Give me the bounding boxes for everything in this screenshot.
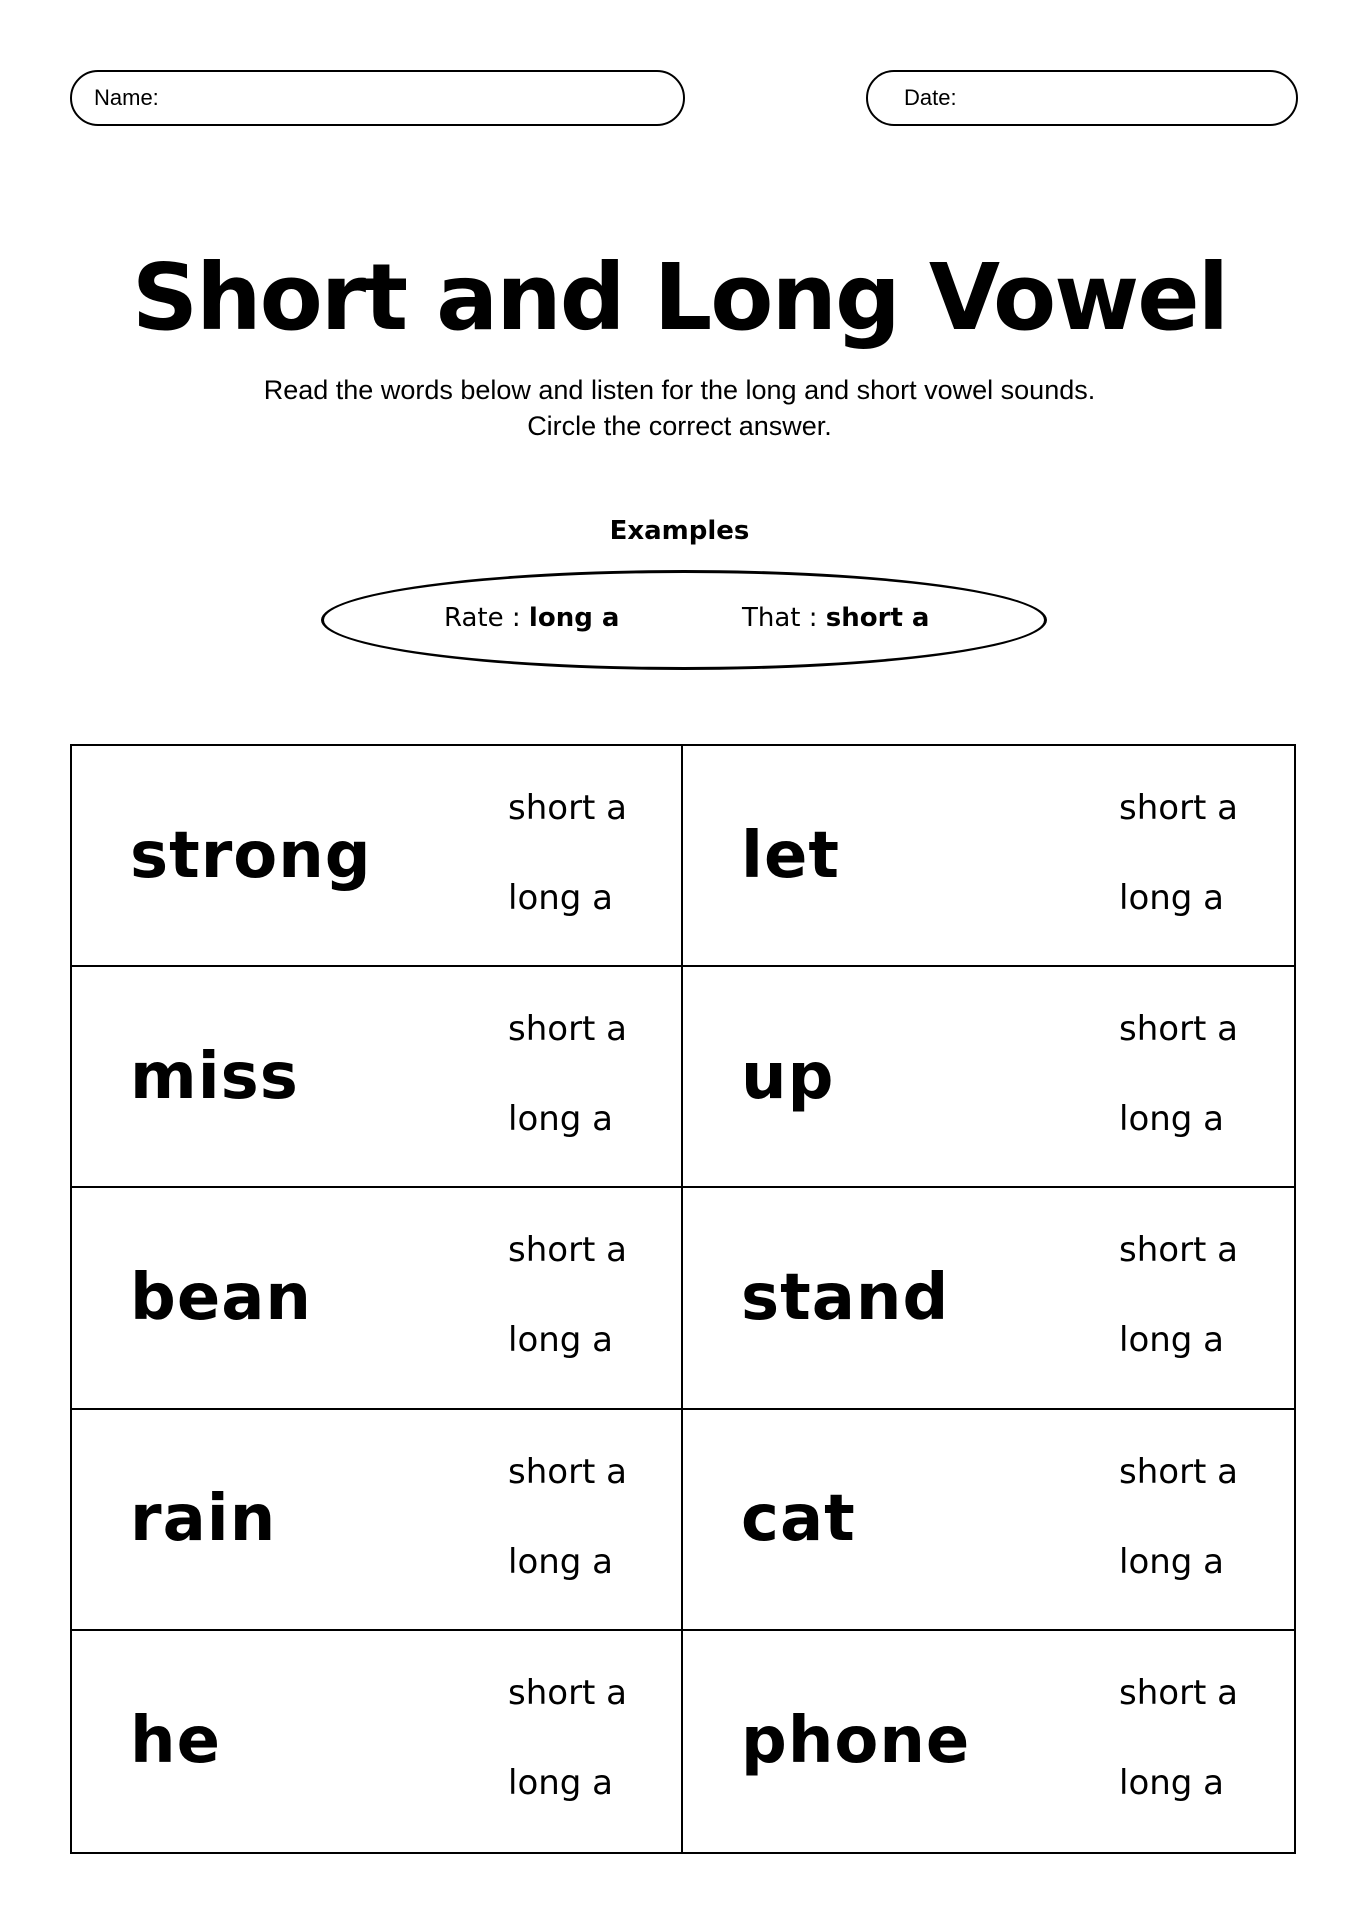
example-answer: long a	[528, 603, 620, 633]
long-a-option[interactable]: long a	[508, 878, 614, 918]
short-a-option[interactable]: short a	[508, 1230, 628, 1271]
example-answer: short a	[825, 603, 930, 633]
word-cell	[683, 967, 1294, 1188]
short-a-option[interactable]: short a	[508, 1451, 628, 1492]
word-cell	[72, 746, 683, 967]
short-a-option[interactable]: short a	[508, 1672, 628, 1713]
page-title: Short and Long Vowel	[131, 244, 1228, 351]
examples-oval	[321, 570, 1047, 670]
word: let	[741, 818, 840, 893]
long-a-option[interactable]: long a	[1119, 1320, 1225, 1361]
long-a-option[interactable]: long a	[508, 1099, 614, 1140]
long-a-option[interactable]: long a	[1119, 1541, 1225, 1582]
example-item	[444, 603, 619, 633]
instructions	[0, 372, 1359, 444]
word: he	[130, 1704, 221, 1779]
long-a-option[interactable]: long a	[1119, 1099, 1225, 1140]
word: cat	[741, 1482, 856, 1557]
short-a-option[interactable]: short a	[1119, 1230, 1239, 1271]
short-a-option[interactable]: short a	[508, 788, 628, 828]
name-label: Name:	[94, 85, 159, 110]
instructions-line-1: Read the words below and listen for the long and short vowel sounds.	[263, 375, 1096, 405]
long-a-option[interactable]: long a	[508, 1320, 614, 1361]
word: rain	[130, 1482, 277, 1557]
short-a-option[interactable]: short a	[508, 1009, 628, 1050]
example-word: That :	[742, 603, 818, 633]
date-field[interactable]	[866, 70, 1298, 126]
example-item	[742, 603, 929, 633]
word-cell	[683, 1631, 1294, 1852]
word: bean	[130, 1260, 312, 1335]
short-a-option[interactable]: short a	[1119, 1451, 1239, 1492]
instructions-line-2: Circle the correct answer.	[527, 411, 832, 441]
example-word: Rate :	[444, 603, 521, 633]
word-cell	[72, 1410, 683, 1631]
name-field[interactable]	[70, 70, 685, 126]
examples-heading: Examples	[609, 516, 750, 546]
word-cell	[72, 967, 683, 1188]
word: stand	[741, 1260, 950, 1335]
word: up	[741, 1039, 835, 1114]
long-a-option[interactable]: long a	[1119, 1762, 1225, 1803]
word: phone	[741, 1704, 971, 1779]
word-cell	[72, 1631, 683, 1852]
word-cell	[683, 1410, 1294, 1631]
word-cell	[683, 746, 1294, 967]
word: strong	[130, 818, 372, 893]
word-cell	[72, 1188, 683, 1409]
short-a-option[interactable]: short a	[1119, 1009, 1239, 1050]
long-a-option[interactable]: long a	[1119, 878, 1225, 918]
date-label: Date:	[904, 85, 957, 110]
long-a-option[interactable]: long a	[508, 1541, 614, 1582]
word-grid	[70, 744, 1296, 1854]
short-a-option[interactable]: short a	[1119, 1672, 1239, 1713]
word: miss	[130, 1039, 299, 1114]
short-a-option[interactable]: short a	[1119, 788, 1239, 828]
long-a-option[interactable]: long a	[508, 1762, 614, 1803]
word-cell	[683, 1188, 1294, 1409]
